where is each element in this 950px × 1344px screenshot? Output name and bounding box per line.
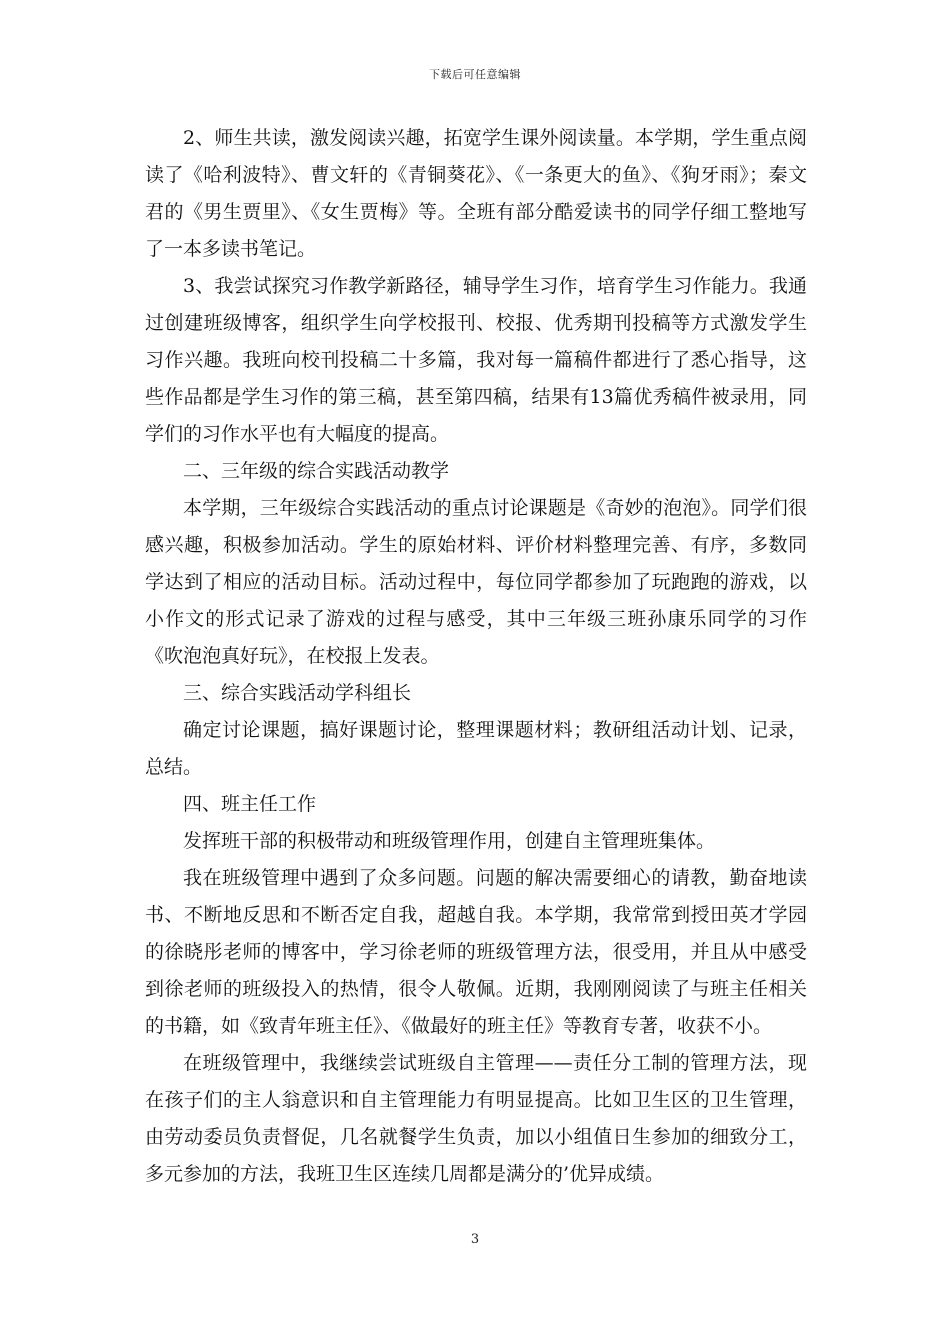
section-heading-class-teacher: 四、班主任工作 bbox=[183, 793, 317, 815]
document-body bbox=[145, 120, 807, 1193]
paragraph-class-cadres: 发挥班干部的积极带动和班级管理作用，创建自主管理班集体。 bbox=[183, 830, 716, 852]
paragraph-self-management: 在班级管理中，我继续尝试班级自主管理——责任分工制的管理方法，现在孩子们的主人翁意识和自主管理能力有明显提高。比如卫生区的卫生管理，由劳动委员负责督促，几名就餐学生负责，加以小组值日生参加的细致分工，多元参加的方法，我班卫生区连续几周都是满分的’优异成绩。 bbox=[145, 1052, 807, 1185]
paragraph-reading: 2、师生共读，激发阅读兴趣，拓宽学生课外阅读量。本学期，学生重点阅读了《哈利波特》、曹文轩的《青铜葵花》、《一条更大的鱼》、《狗牙雨》；秦文君的《男生贾里》、《女生贾梅》等。全班有部分酷爱读书的同学仔细工整地写了一本多读书笔记。 bbox=[145, 127, 807, 260]
page-header: 下载后可任意编辑 bbox=[429, 68, 521, 81]
paragraph-class-management-problems: 我在班级管理中遇到了众多问题。问题的解决需要细心的请教，勤奋地读书、不断地反思和不断否定自我，超越自我。本学期，我常常到授田英才学园的徐晓彤老师的博客中，学习徐老师的班级管理方法，很受用，并且从中感受到徐老师的班级投入的热情，很令人敬佩。近期，我刚刚阅读了与班主任相关的书籍，如《致青年班主任》、《做最好的班主任》等教育专著，收获不小。 bbox=[145, 867, 807, 1037]
paragraph-writing: 3、我尝试探究习作教学新路径，辅导学生习作，培育学生习作能力。我通过创建班级博客，组织学生向学校报刊、校报、优秀期刊投稿等方式激发学生习作兴趣。我班向校刊投稿二十多篇，我对每一篇稿件都进行了悉心指导，这些作品都是学生习作的第三稿，甚至第四稿，结果有13篇优秀稿件被录用，同学们的习作水平也有大幅度的提高。 bbox=[145, 275, 807, 445]
paragraph-practice: 本学期，三年级综合实践活动的重点讨论课题是《奇妙的泡泡》。同学们很感兴趣，积极参加活动。学生的原始材料、评价材料整理完善、有序，多数同学达到了相应的活动目标。活动过程中，每位同学都参加了玩跑跑的游戏，以小作文的形式记录了游戏的过程与感受，其中三年级三班孙康乐同学的习作《吹泡泡真好玩》，在校报上发表。 bbox=[145, 497, 807, 667]
page-number: 3 bbox=[470, 1232, 480, 1247]
paragraph-group-leader: 确定讨论课题，搞好课题讨论，整理课题材料；教研组活动计划、记录，总结。 bbox=[145, 719, 807, 778]
section-heading-group-leader: 三、综合实践活动学科组长 bbox=[183, 682, 412, 704]
section-heading-practice: 二、三年级的综合实践活动教学 bbox=[183, 460, 450, 482]
